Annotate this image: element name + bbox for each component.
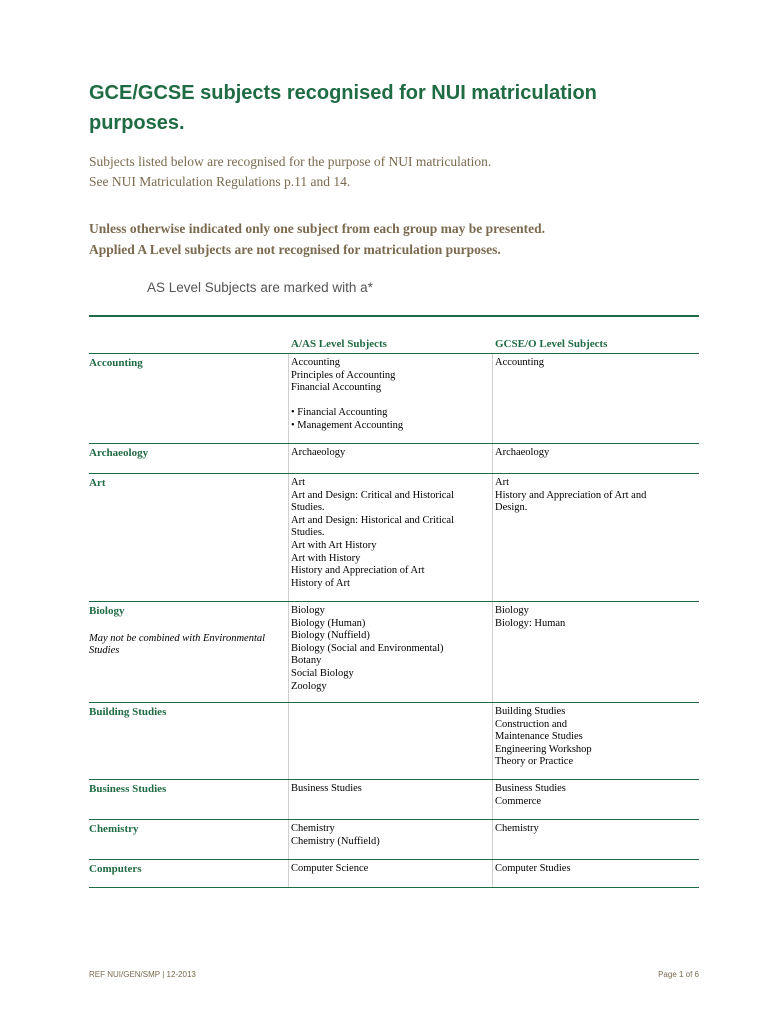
subject-cell [89, 706, 284, 720]
subject-entry: Biology (Social and Environmental) [291, 642, 444, 654]
subject-entry: Principles of Accounting [291, 369, 396, 381]
subject-entry: Theory or Practice [495, 756, 574, 768]
subject-entry: Art and Design: Critical and Historical [291, 489, 455, 501]
table-row [89, 444, 699, 474]
gcse-cell [495, 783, 699, 808]
column-divider [288, 860, 289, 887]
subject-entry: Maintenance Studies [495, 731, 583, 743]
column-divider [492, 820, 493, 859]
column-divider [492, 474, 493, 601]
subject-cell [89, 447, 284, 461]
subject-entry: Accounting [495, 357, 544, 368]
subject-entry: Art [495, 477, 509, 488]
gcse-cell [495, 357, 699, 370]
column-divider [492, 602, 493, 702]
gcse-cell [495, 823, 699, 836]
table-header [89, 317, 699, 354]
subject-name: Art [89, 477, 106, 489]
warning-line: Unless otherwise indicated only one subject from each group may be presented. [89, 221, 545, 236]
table-row [89, 703, 699, 780]
gcse-cell [495, 477, 699, 515]
column-divider [288, 703, 289, 779]
subject-entry: History and Appreciation of Art and [495, 489, 647, 501]
column-divider [288, 602, 289, 702]
subject-entry: Studies. [291, 502, 325, 514]
alevel-cell [291, 357, 483, 433]
alevel-cell [291, 447, 483, 460]
as-level-note: AS Level Subjects are marked with a* [147, 280, 373, 295]
subject-entry: Art [291, 477, 305, 488]
alevel-cell [291, 783, 483, 796]
subject-entry: Business Studies [291, 783, 362, 794]
subject-cell [89, 823, 284, 837]
subject-entry: • Financial Accounting [291, 407, 388, 419]
subject-name: Building Studies [89, 706, 167, 718]
subject-entry: Design. [495, 502, 528, 514]
subject-entry: Studies. [291, 527, 325, 539]
alevel-cell [291, 605, 483, 693]
subject-cell [89, 783, 284, 797]
header-gcse: GCSE/O Level Subjects [495, 338, 608, 350]
page-title: GCE/GCSE subjects recognised for NUI matriculation purposes. [89, 82, 597, 134]
subject-cell [89, 477, 284, 491]
subject-cell [89, 605, 284, 658]
table-row [89, 820, 699, 860]
column-divider [492, 780, 493, 819]
subject-entry: Computer Science [291, 863, 369, 874]
blank-line [291, 395, 483, 408]
subject-entry: Biology (Nuffield) [291, 630, 370, 642]
subject-name: Archaeology [89, 447, 149, 459]
column-divider [492, 444, 493, 473]
column-divider [492, 703, 493, 779]
intro-text [89, 152, 491, 192]
table-row [89, 780, 699, 820]
alevel-cell [291, 863, 483, 876]
subject-entry: Chemistry [291, 823, 335, 834]
subject-note: May not be combined with Environmental Studies [89, 632, 266, 657]
subject-entry: Biology [495, 605, 529, 616]
subject-entry: History and Appreciation of Art [291, 565, 425, 577]
header-alevel: A/AS Level Subjects [291, 338, 387, 350]
footer-page-number: Page 1 of 6 [658, 970, 699, 979]
column-divider [492, 860, 493, 887]
gcse-cell [495, 863, 699, 876]
column-divider [288, 820, 289, 859]
subject-entry: Accounting [291, 357, 340, 368]
subject-entry: Social Biology [291, 667, 354, 679]
subject-entry: Art with History [291, 552, 361, 564]
subject-entry: Financial Accounting [291, 382, 382, 394]
table-row [89, 602, 699, 703]
subject-entry: Chemistry [495, 823, 539, 834]
alevel-cell [291, 823, 483, 848]
subject-entry: Biology (Human) [291, 617, 366, 629]
subject-entry: Chemistry (Nuffield) [291, 835, 380, 847]
gcse-cell [495, 605, 699, 630]
subject-entry: Archaeology [291, 447, 346, 458]
subject-cell [89, 863, 284, 877]
warning-line: Applied A Level subjects are not recognised for matriculation purposes. [89, 242, 501, 257]
table-row [89, 474, 699, 602]
subject-entry: Construction and [495, 718, 568, 730]
column-divider [288, 354, 289, 443]
table-row [89, 860, 699, 888]
subject-entry: Botany [291, 655, 322, 667]
column-divider [288, 780, 289, 819]
subject-name: Accounting [89, 357, 143, 369]
column-divider [492, 354, 493, 443]
subject-entry: Commerce [495, 795, 542, 807]
subject-entry: Art and Design: Historical and Critical [291, 514, 455, 526]
table-row [89, 354, 699, 444]
subject-entry: Business Studies [495, 783, 566, 794]
subjects-table [89, 315, 699, 888]
subject-entry: Biology [291, 605, 325, 616]
subject-entry: History of Art [291, 577, 350, 589]
gcse-cell [495, 447, 699, 460]
subject-name: Business Studies [89, 783, 167, 795]
subject-entry: Engineering Workshop [495, 743, 592, 755]
alevel-cell [291, 477, 483, 590]
column-divider [288, 444, 289, 473]
gcse-cell [495, 706, 699, 769]
intro-line: Subjects listed below are recognised for the purpose of NUI matriculation. [89, 154, 492, 169]
subject-name: Computers [89, 863, 142, 875]
subject-entry: Building Studies [495, 706, 566, 717]
table-body [89, 354, 699, 888]
subject-entry: • Management Accounting [291, 419, 404, 431]
footer-ref: REF NUI/GEN/SMP | 12-2013 [89, 970, 196, 979]
column-divider [288, 474, 289, 601]
subject-name: Chemistry [89, 823, 139, 835]
subject-entry: Biology: Human [495, 617, 566, 629]
intro-line: See NUI Matriculation Regulations p.11 and 14. [89, 174, 351, 189]
subject-entry: Computer Studies [495, 863, 571, 874]
subject-cell [89, 357, 284, 371]
subject-entry: Zoology [291, 680, 327, 692]
subject-entry: Archaeology [495, 447, 550, 458]
subject-name: Biology [89, 605, 125, 617]
warning-text [89, 218, 545, 260]
subject-entry: Art with Art History [291, 539, 377, 551]
